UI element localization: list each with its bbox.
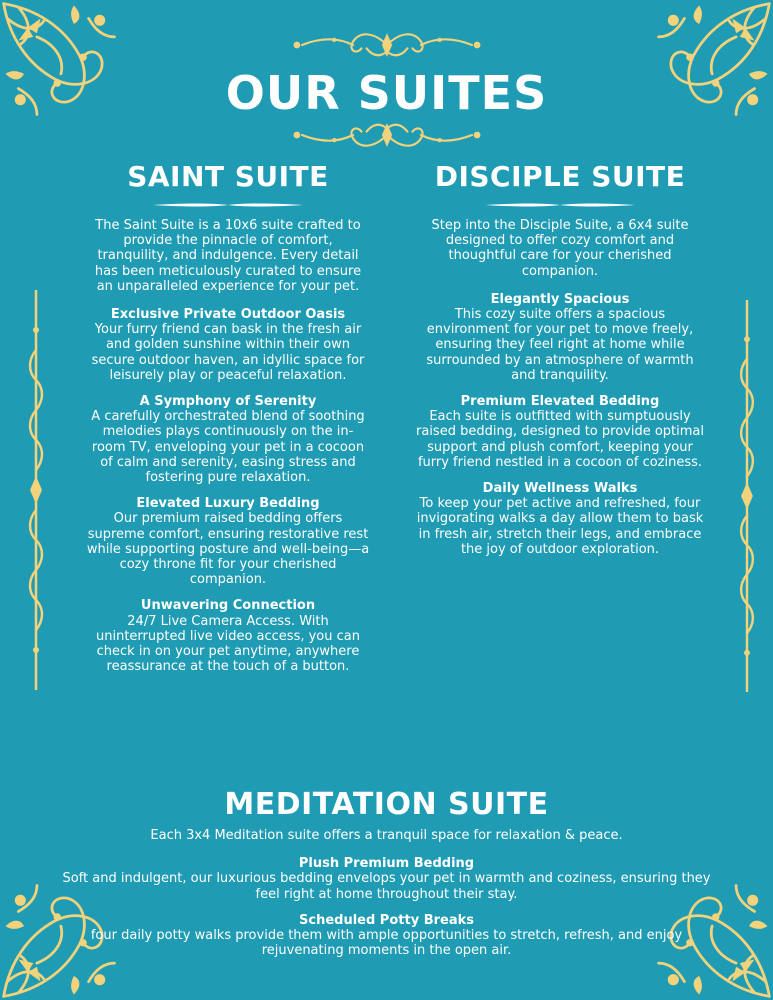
feature-title: Scheduled Potty Breaks <box>299 912 474 928</box>
meditation-suite-intro: Each 3x4 Meditation suite offers a tranquil space for relaxation & peace. <box>150 828 623 843</box>
vertical-scroll-icon <box>737 300 757 692</box>
feature-body: Your furry friend can bask in the fresh air and golden sunshine within their own secure outdoor haven, an idyllic space for leisurely play or peaceful relaxation. <box>91 322 365 383</box>
feature-body: Our premium raised bedding offers supreme comfort, ensuring restorative rest while supporting posture and well-being—a cozy throne fit for your cherished companion. <box>86 511 370 588</box>
disciple-suite-title: DISCIPLE SUITE <box>434 160 686 193</box>
feature-body: A carefully orchestrated blend of soothing melodies plays continuously on the in-room TV, enveloping your pet in a cocoon of calm and serenity, easing stress and fostering pure relaxation. <box>91 409 365 486</box>
meditation-suite-title: MEDITATION SUITE <box>224 787 549 822</box>
feature-title: Unwavering Connection <box>140 598 316 614</box>
line-divider-icon <box>485 202 635 208</box>
feature-title: Daily Wellness Walks <box>482 481 638 497</box>
vertical-scroll-icon <box>26 290 46 690</box>
feature-title: Elevated Luxury Bedding <box>136 496 320 512</box>
line-divider-icon <box>153 202 303 208</box>
feature-body: This cozy suite offers a spacious environment for your pet to move freely, ensuring they feel right at home while surrounded by an atmosphere of warmth and tranquility. <box>426 307 694 383</box>
feature-title: Plush Premium Bedding <box>298 856 475 872</box>
feature-title: Premium Elevated Bedding <box>460 394 660 410</box>
feature-body: 24/7 Live Camera Access. With uninterrupted live video access, you can check in on your pet anytime, anywhere reassurance at the touch of a button. <box>96 613 360 675</box>
feature-body: four daily potty walks provide them with ample opportunities to stretch, refresh, and enjoy rejuvenating moments in the open air. <box>90 928 683 959</box>
saint-suite-intro: The Saint Suite is a 10x6 suite crafted to provide the pinnacle of comfort, tranquility, and indulgence. Every detail has been meticulously curated to ensure an unparalleled experience for your pet. <box>94 218 362 294</box>
disciple-suite-section <box>414 160 706 568</box>
saint-suite-title: SAINT SUITE <box>127 160 329 193</box>
disciple-suite-intro: Step into the Disciple Suite, a 6x4 suite designed to offer cozy comfort and thoughtful care for your cherished companion. <box>431 218 689 279</box>
feature-title: A Symphony of Serenity <box>139 394 317 410</box>
meditation-suite-section <box>60 788 713 969</box>
saint-suite-section <box>86 160 370 685</box>
flourish-divider-icon <box>284 28 490 62</box>
flourish-divider-icon <box>284 118 490 152</box>
feature-title: Exclusive Private Outdoor Oasis <box>110 307 346 323</box>
feature-title: Elegantly Spacious <box>490 291 630 307</box>
feature-body: To keep your pet active and refreshed, four invigorating walks a day allow them to bask in fresh air, stretch their legs, and embrace the joy of outdoor exploration. <box>416 496 704 557</box>
feature-body: Soft and indulgent, our luxurious bedding envelops your pet in warmth and coziness, ensuring they feel right at home throughout their stay. <box>62 871 711 902</box>
page-title: OUR SUITES <box>225 66 548 120</box>
feature-body: Each suite is outfitted with sumptuously raised bedding, designed to provide optimal support and plush comfort, keeping your furry friend nestled in a cocoon of coziness. <box>416 409 704 470</box>
